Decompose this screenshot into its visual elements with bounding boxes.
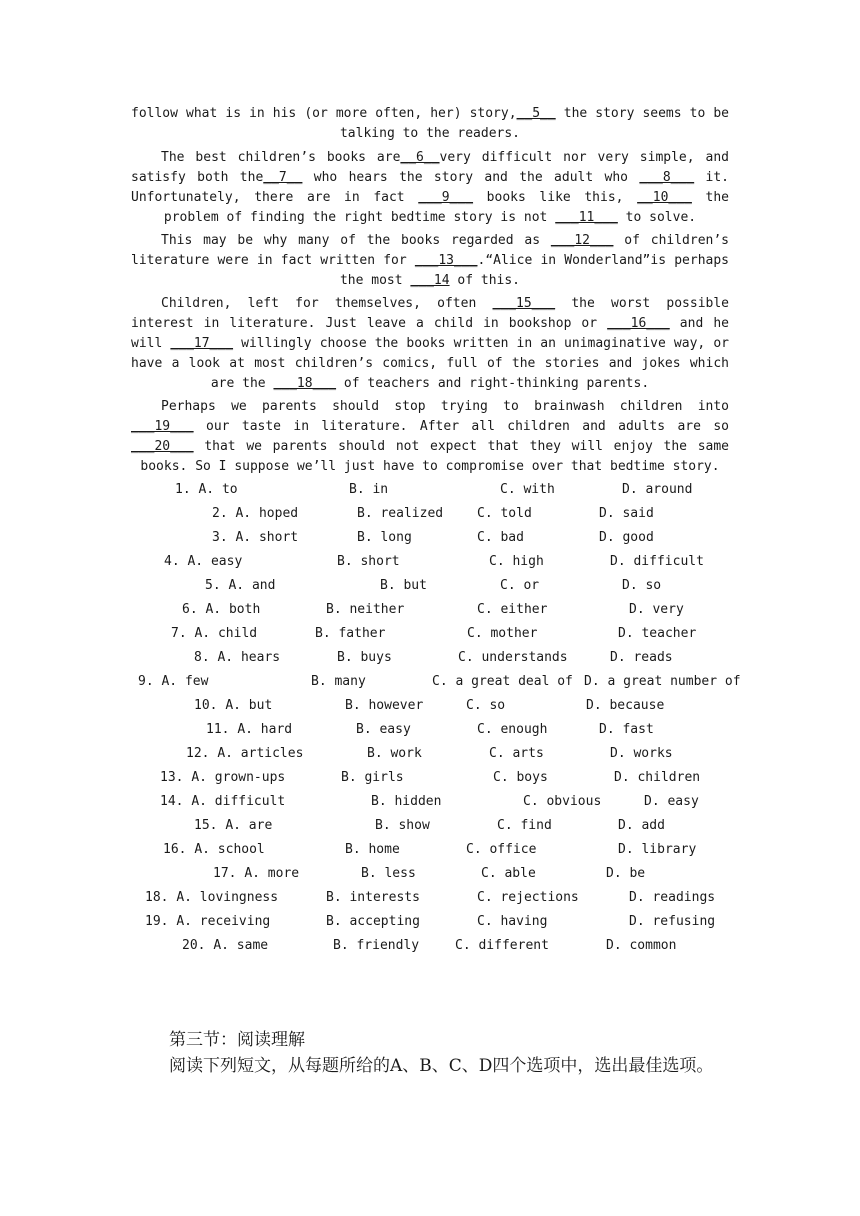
passage-text: Children, left for themselves, often <box>161 296 493 311</box>
option-a: A. and <box>228 578 276 593</box>
option-b: B. many <box>311 674 366 689</box>
option-row-17-a <box>213 864 299 884</box>
option-row-8-a <box>194 648 280 668</box>
option-b: B. neither <box>326 602 405 617</box>
passage-paragraph-3 <box>131 294 729 394</box>
option-a: A. school <box>194 842 265 857</box>
blank: ___13___ <box>414 253 478 268</box>
question-number: 2. <box>212 506 228 521</box>
question-number: 16. <box>163 842 187 857</box>
option-c: C. mother <box>467 626 538 641</box>
option-d: D. readings <box>629 890 716 905</box>
passage-text: and he will <box>131 316 729 351</box>
question-number: 12. <box>186 746 210 761</box>
option-c: C. find <box>497 818 552 833</box>
option-d: D. refusing <box>629 914 716 929</box>
option-c: C. a great deal of <box>432 674 573 689</box>
option-b: B. interests <box>326 890 420 905</box>
option-a: A. articles <box>217 746 304 761</box>
question-number: 9. <box>138 674 154 689</box>
option-row-4-a <box>164 552 242 572</box>
section-instruction: 阅读下列短文，从每题所给的A、B、C、D四个选项中，选出最佳选项。 <box>169 1056 714 1076</box>
option-a: A. but <box>225 698 273 713</box>
passage-text: .“Alice in Wonderland”is perhaps the most <box>339 253 730 288</box>
passage-text: the problem of finding the right bedtime story is not <box>163 190 730 225</box>
option-a: A. receiving <box>176 914 271 929</box>
option-b: B. long <box>357 530 412 545</box>
blank: ___11___ <box>555 210 618 225</box>
option-c: C. having <box>477 914 548 929</box>
option-a: A. grown-ups <box>191 770 286 785</box>
question-number: 19. <box>145 914 169 929</box>
question-number: 11. <box>206 722 230 737</box>
question-number: 10. <box>194 698 218 713</box>
option-b: B. girls <box>341 770 404 785</box>
option-c: C. understands <box>458 650 568 665</box>
blank: ___20___ <box>131 439 194 454</box>
option-a: A. child <box>194 626 258 641</box>
blank: ___17___ <box>170 336 234 351</box>
question-number: 1. <box>175 482 191 497</box>
option-a: A. difficult <box>191 794 286 809</box>
option-row-9-a <box>138 672 208 692</box>
blank: ___19___ <box>131 419 194 434</box>
passage-text: the story seems to be talking to the readers. <box>339 106 730 141</box>
question-number: 8. <box>194 650 210 665</box>
option-b: B. work <box>367 746 422 761</box>
question-number: 20. <box>182 938 206 953</box>
blank: __10___ <box>637 190 692 205</box>
blank: ___8___ <box>639 170 695 185</box>
option-b: B. friendly <box>333 938 420 953</box>
blank: ___14 <box>410 273 450 288</box>
passage-paragraph-4 <box>131 397 729 477</box>
option-c: C. arts <box>489 746 544 761</box>
blank: ___18___ <box>273 376 337 391</box>
blank: ___16___ <box>607 316 670 331</box>
option-row-5-a <box>205 576 275 596</box>
option-a: A. more <box>244 866 300 881</box>
option-row-12-a <box>186 744 303 764</box>
blank: ___12___ <box>550 233 614 248</box>
option-row-16-a <box>163 840 265 860</box>
passage-text: our taste in literature. After all children and adults are so <box>193 419 729 434</box>
option-c: C. or <box>500 578 540 593</box>
option-c: C. so <box>466 698 506 713</box>
option-c: C. with <box>500 482 555 497</box>
option-b: B. in <box>349 482 389 497</box>
option-row-11-a <box>206 720 292 740</box>
passage-text: that we parents should not expect that they will enjoy the same books. So I suppose we’ll just have to compromise over that bedtime story. <box>140 439 729 474</box>
option-c: C. different <box>455 938 549 953</box>
question-number: 7. <box>171 626 187 641</box>
passage-paragraph-2 <box>131 231 729 291</box>
option-row-15-a <box>194 816 272 836</box>
question-number: 17. <box>213 866 237 881</box>
question-number: 6. <box>182 602 198 617</box>
option-a: A. are <box>225 818 273 833</box>
option-d: D. easy <box>644 794 699 809</box>
option-d: D. works <box>610 746 673 761</box>
option-b: B. short <box>337 554 400 569</box>
option-d: D. difficult <box>610 554 704 569</box>
option-c: C. high <box>489 554 544 569</box>
option-a: A. to <box>198 482 238 497</box>
option-b: B. but <box>380 578 427 593</box>
passage-text: of teachers and right-thinking parents. <box>336 376 650 391</box>
passage-paragraph-1 <box>131 148 729 228</box>
option-b: B. father <box>315 626 386 641</box>
question-number: 14. <box>160 794 184 809</box>
question-number: 15. <box>194 818 218 833</box>
section-title: 第三节：阅读理解 <box>169 1030 305 1050</box>
option-row-2-a <box>212 504 298 524</box>
passage-text: the worst possible interest in literature. Just leave a child in bookshop or <box>131 296 729 331</box>
blank: ___9___ <box>418 190 474 205</box>
option-d: D. children <box>614 770 701 785</box>
option-a: A. hears <box>217 650 281 665</box>
option-c: C. told <box>477 506 532 521</box>
option-row-10-a <box>194 696 272 716</box>
option-d: D. a great number of <box>584 674 741 689</box>
passage-paragraph-0 <box>131 104 729 144</box>
option-c: C. boys <box>493 770 548 785</box>
option-row-13-a <box>160 768 285 788</box>
option-row-19-a <box>145 912 270 932</box>
option-a: A. same <box>213 938 269 953</box>
question-number: 13. <box>160 770 184 785</box>
passage-text: very difficult nor very simple, and satisfy both the <box>131 150 729 185</box>
question-number: 18. <box>145 890 169 905</box>
passage-text: books like this, <box>473 190 638 205</box>
passage-text: This may be why many of the books regarded as <box>161 233 551 248</box>
option-d: D. around <box>622 482 693 497</box>
blank: ___15___ <box>492 296 556 311</box>
passage-text: follow what is in his (or more often, her) story, <box>131 106 517 121</box>
option-d: D. said <box>599 506 654 521</box>
option-b: B. easy <box>356 722 411 737</box>
option-d: D. reads <box>610 650 673 665</box>
option-b: B. accepting <box>326 914 420 929</box>
passage-text: Perhaps we parents should stop trying to brainwash children into <box>161 399 729 414</box>
blank: __6__ <box>400 150 440 165</box>
option-d: D. good <box>599 530 654 545</box>
option-d: D. teacher <box>618 626 697 641</box>
option-d: D. common <box>606 938 677 953</box>
blank: __7__ <box>263 170 303 185</box>
passage-text: it. Unfortunately, there are in fact <box>131 170 730 205</box>
option-c: C. rejections <box>477 890 579 905</box>
question-number: 4. <box>164 554 180 569</box>
option-row-1-a <box>175 480 238 500</box>
option-c: C. bad <box>477 530 524 545</box>
question-number: 5. <box>205 578 221 593</box>
option-a: A. easy <box>187 554 243 569</box>
passage-text: The best children’s books are <box>161 150 401 165</box>
passage-text: of children’s literature were in fact written for <box>131 233 730 268</box>
option-d: D. add <box>618 818 665 833</box>
option-d: D. library <box>618 842 697 857</box>
passage-text: willingly choose the books written in an unimaginative way, or have a look at most children’s comics, full of the stories and jokes which are the <box>131 336 729 391</box>
passage-text: of this. <box>449 273 521 288</box>
option-row-14-a <box>160 792 285 812</box>
option-a: A. hard <box>237 722 293 737</box>
option-b: B. buys <box>337 650 392 665</box>
option-d: D. because <box>586 698 665 713</box>
option-a: A. few <box>161 674 209 689</box>
option-row-20-a <box>182 936 268 956</box>
option-b: B. show <box>375 818 430 833</box>
option-row-18-a <box>145 888 278 908</box>
passage-text: who hears the story and the adult who <box>302 170 640 185</box>
option-b: B. however <box>345 698 424 713</box>
option-a: A. both <box>205 602 261 617</box>
option-c: C. enough <box>477 722 548 737</box>
option-c: C. able <box>481 866 536 881</box>
option-b: B. hidden <box>371 794 442 809</box>
question-number: 3. <box>212 530 228 545</box>
option-row-6-a <box>182 600 260 620</box>
option-b: B. home <box>345 842 400 857</box>
option-d: D. very <box>629 602 684 617</box>
option-c: C. obvious <box>523 794 602 809</box>
option-b: B. realized <box>357 506 444 521</box>
option-b: B. less <box>361 866 416 881</box>
option-c: C. office <box>466 842 537 857</box>
option-row-7-a <box>171 624 257 644</box>
option-d: D. fast <box>599 722 654 737</box>
option-d: D. be <box>606 866 646 881</box>
option-a: A. lovingness <box>176 890 279 905</box>
option-row-3-a <box>212 528 298 548</box>
blank: __5__ <box>516 106 556 121</box>
passage-text: to solve. <box>617 210 697 225</box>
option-c: C. either <box>477 602 548 617</box>
option-a: A. hoped <box>235 506 299 521</box>
option-a: A. short <box>235 530 299 545</box>
option-d: D. so <box>622 578 662 593</box>
